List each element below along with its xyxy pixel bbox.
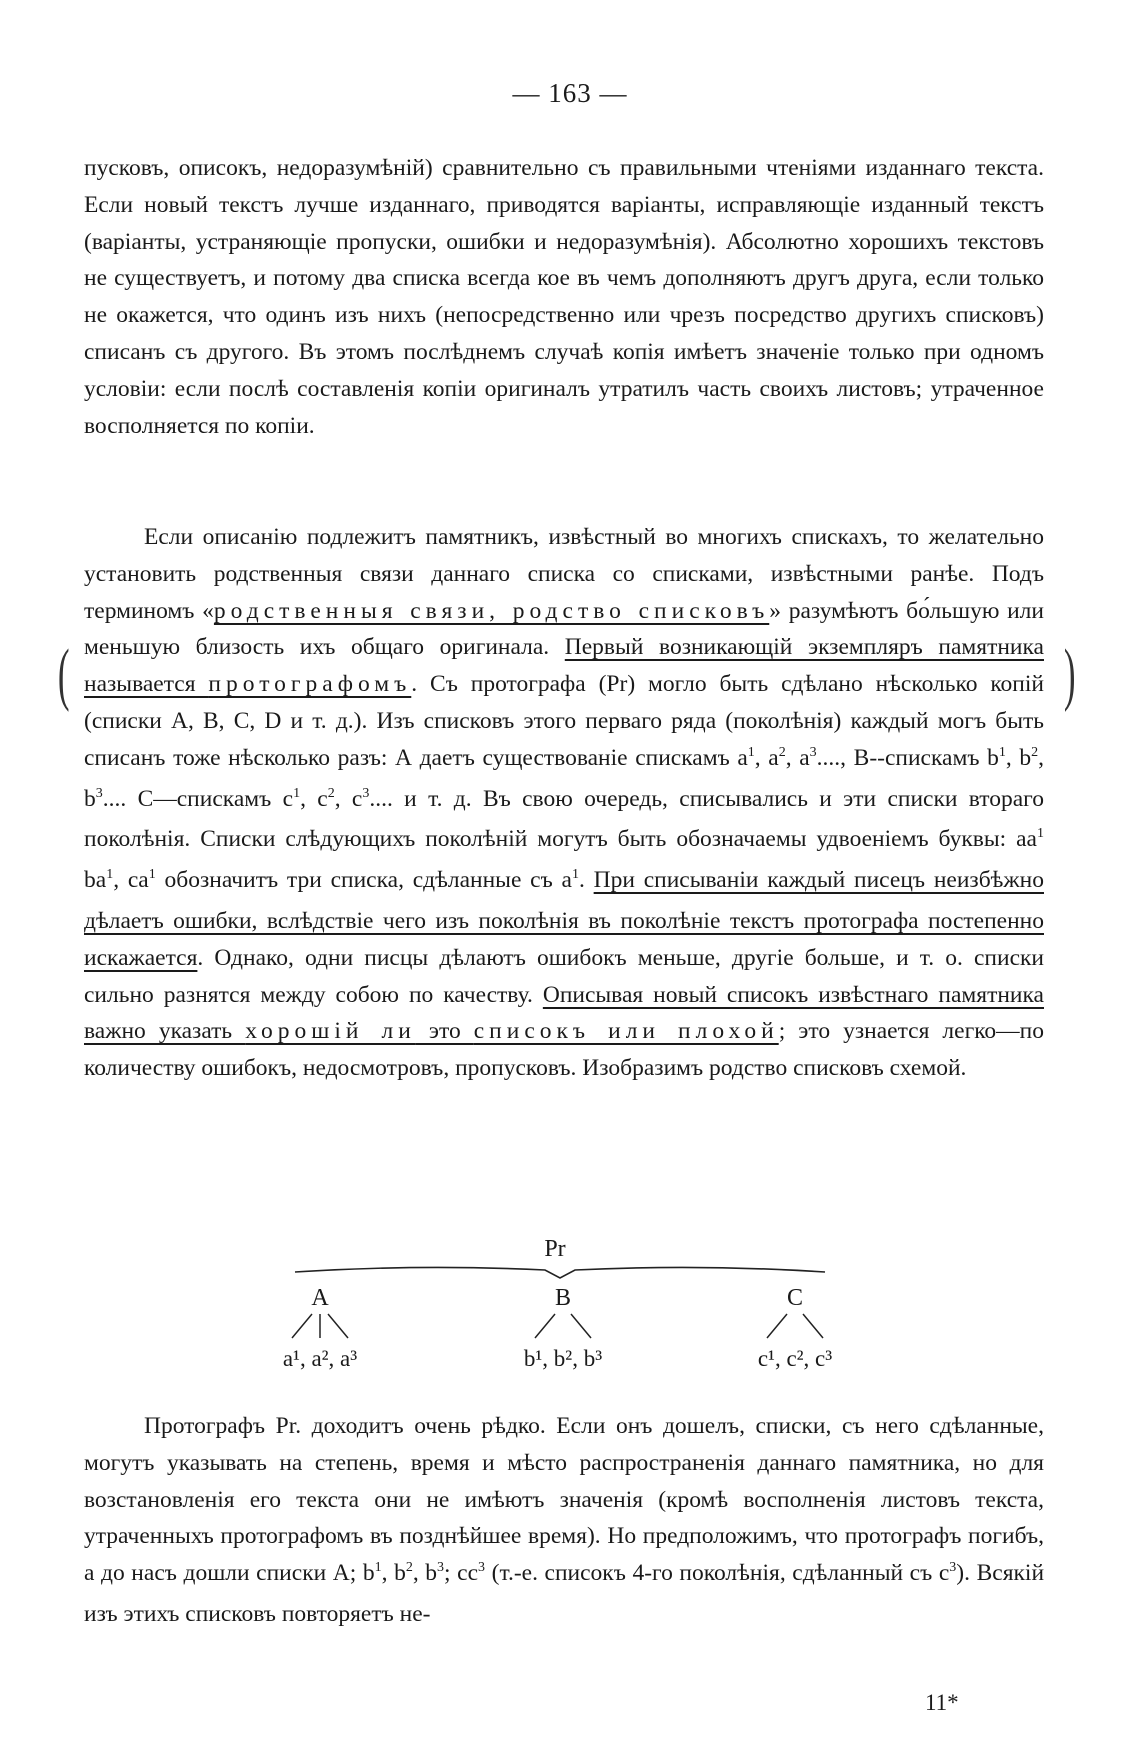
sup: 3 <box>478 1560 486 1576</box>
p3-text: ). Всякій изъ этихъ списковъ повторяетъ не- <box>84 1560 1045 1627</box>
p2-text-1: Если описанію подлежитъ памятникъ, извѣстный во многихъ спискахъ, то желательно установить родственныя связи даннаго списка со списками, извѣстными ранѣе. Подъ терминомъ « <box>84 524 1044 624</box>
sup: 2 <box>405 1560 413 1576</box>
diagram-node-c: C <box>786 1285 804 1311</box>
diagram-b-children: b¹, b², b³ <box>523 1346 603 1371</box>
sup: 1 <box>374 1560 382 1576</box>
p2-text: ba <box>84 867 107 894</box>
p2-text: .... С—спискамъ c <box>102 785 294 812</box>
p2-text-2: » разумѣютъ бо́льшую или меньшую близость ихъ общаго оригинала. <box>84 597 1044 661</box>
diagram-node-b: B <box>554 1285 572 1311</box>
p2-text: , ca <box>113 867 149 894</box>
sup: 3 <box>437 1560 445 1576</box>
sup: 3 <box>949 1560 957 1576</box>
p2-text: , b <box>1005 744 1032 771</box>
term-list-or-bad: списокъ или плохой <box>473 1018 779 1045</box>
p2-text: , a <box>785 744 810 771</box>
p3-text: , b <box>381 1560 406 1587</box>
diagram-edge-c-c1 <box>767 1314 787 1338</box>
p3-text-1: Протографъ Pr. доходитъ очень рѣдко. Если онъ дошелъ, списки, съ него сдѣланные, могутъ указывать на степень, время и мѣсто распространенія даннаго памятника, но для возстановленія его текста они не имѣютъ значенія (кромѣ восполненія листовъ текста, утраченныхъ протографомъ въ позднѣйшее время). Но предположимъ, что протографъ погибъ, а до насъ дошли списки А; b <box>84 1413 1044 1587</box>
definition-underlined: Первый возникающій экземпляръ памятника называется <box>84 634 1044 698</box>
page-number: — 163 — <box>512 78 628 108</box>
p2-text-4: . Однако, одни писцы дѣлаютъ ошибокъ меньше, другіе больше, и т. о. списки сильно разнятся между собою по качеству. <box>84 944 1044 1008</box>
p2-text: , b <box>84 744 1045 812</box>
sup: 3 <box>95 785 103 801</box>
term-related-links: родственныя связи, родство списковъ <box>213 597 770 624</box>
p2-text: ...., В--спискамъ b <box>816 744 999 771</box>
diagram-edge-a-a1 <box>292 1314 312 1338</box>
sup: 2 <box>327 785 335 801</box>
sup: 3 <box>362 785 370 801</box>
sup: 1 <box>148 867 156 883</box>
copyist-errors-underlined: При списываніи каждый писецъ неизбѣжно дѣлаетъ ошибки, вслѣдствіе чего изъ поколѣнія въ поколѣніе текстъ протографа постепенно искажается <box>84 867 1044 971</box>
p2-text: обозначитъ три списка, сдѣланные съ a <box>155 867 572 894</box>
diagram-edge-b-b1 <box>535 1314 555 1338</box>
sup: 3 <box>809 744 817 760</box>
diagram-node-a: A <box>311 1285 329 1311</box>
p3-text: ; cc <box>444 1560 479 1587</box>
p2-text-5: ; это узнается легко—по количеству ошибокъ, недосмотровъ, пропусковъ. Изобразимъ родство списковъ схемой. <box>84 1018 1045 1082</box>
sup: 1 <box>747 744 755 760</box>
p2-text-3: . Съ протографа (Pr) могло быть сдѣлано нѣсколько копій (списки А, В, С, D и т. д.). Изъ списковъ этого перваго ряда (поколѣнія) каждый могъ быть списанъ тоже нѣсколько разъ: А даетъ существованіе спискамъ a <box>84 671 1044 771</box>
margin-bracket-left: ( <box>57 636 70 713</box>
sup: 1 <box>293 785 301 801</box>
term-protograph: протографомъ <box>208 671 412 698</box>
p2-text: , c <box>300 785 328 812</box>
p3-text: (т.-е. списокъ 4-го поколѣнія, сдѣланный съ c <box>485 1560 950 1587</box>
describing-underlined: Описывая новый списокъ извѣстнаго памятника важно указать <box>84 981 1044 1045</box>
p2-text: , a <box>754 744 779 771</box>
sup: 2 <box>778 744 786 760</box>
diagram-edge-b-b3 <box>571 1314 591 1338</box>
p2-text: , c <box>334 785 363 812</box>
margin-bracket-right: ) <box>1063 636 1076 713</box>
term-good: хорошій ли <box>245 1018 416 1045</box>
p3-text: , b <box>412 1560 438 1587</box>
diagram-edge-a-a3 <box>328 1314 348 1338</box>
sup: 1 <box>998 744 1006 760</box>
sup: 1 <box>106 867 114 883</box>
paragraph-1-text: пусковъ, описокъ, недоразумѣній) сравнительно съ правильными чтеніями изданнаго текста. Если новый текстъ лучше изданнаго, приводятся варіанты, исправляющіе изданный текстъ (варіанты, устраняющіе пропуски, ошибки и недоразумѣнія). Абсолютно хорошихъ текстовъ не существуетъ, и потому два списка всегда кое въ чемъ дополняютъ другъ друга, если только не окажется, что одинъ изъ нихъ (непосредственно или чрезъ посредство другихъ списковъ) списанъ съ другого. Въ этомъ послѣднемъ случаѣ копія имѣетъ значеніе только при одномъ условіи: если послѣ составленія копіи оригиналъ утратилъ часть своихъ листовъ; утраченное восполняется по копіи. <box>84 155 1044 439</box>
paragraph-3 <box>84 1408 1044 1633</box>
sup: 2 <box>1031 744 1039 760</box>
diagram-root-pr: Pr <box>544 1236 566 1262</box>
p2-text: . <box>578 867 594 894</box>
sup: 1 <box>1037 826 1044 842</box>
p2-text: .... и т. д. Въ свою очередь, списывались и эти списки втораго поколѣнія. Списки слѣдующихъ поколѣній могутъ быть обозначаемы удвоеніемъ буквы: aa <box>84 785 1044 853</box>
diagram-brace <box>295 1267 825 1278</box>
diagram-edge-c-c3 <box>803 1314 823 1338</box>
diagram-a-children: a¹, a², a³ <box>282 1346 358 1371</box>
sup: 1 <box>571 867 579 883</box>
diagram-c-children: c¹, c², c³ <box>757 1346 833 1371</box>
underlined-text: это <box>415 1018 474 1045</box>
signature-mark: 11* <box>925 1690 959 1715</box>
